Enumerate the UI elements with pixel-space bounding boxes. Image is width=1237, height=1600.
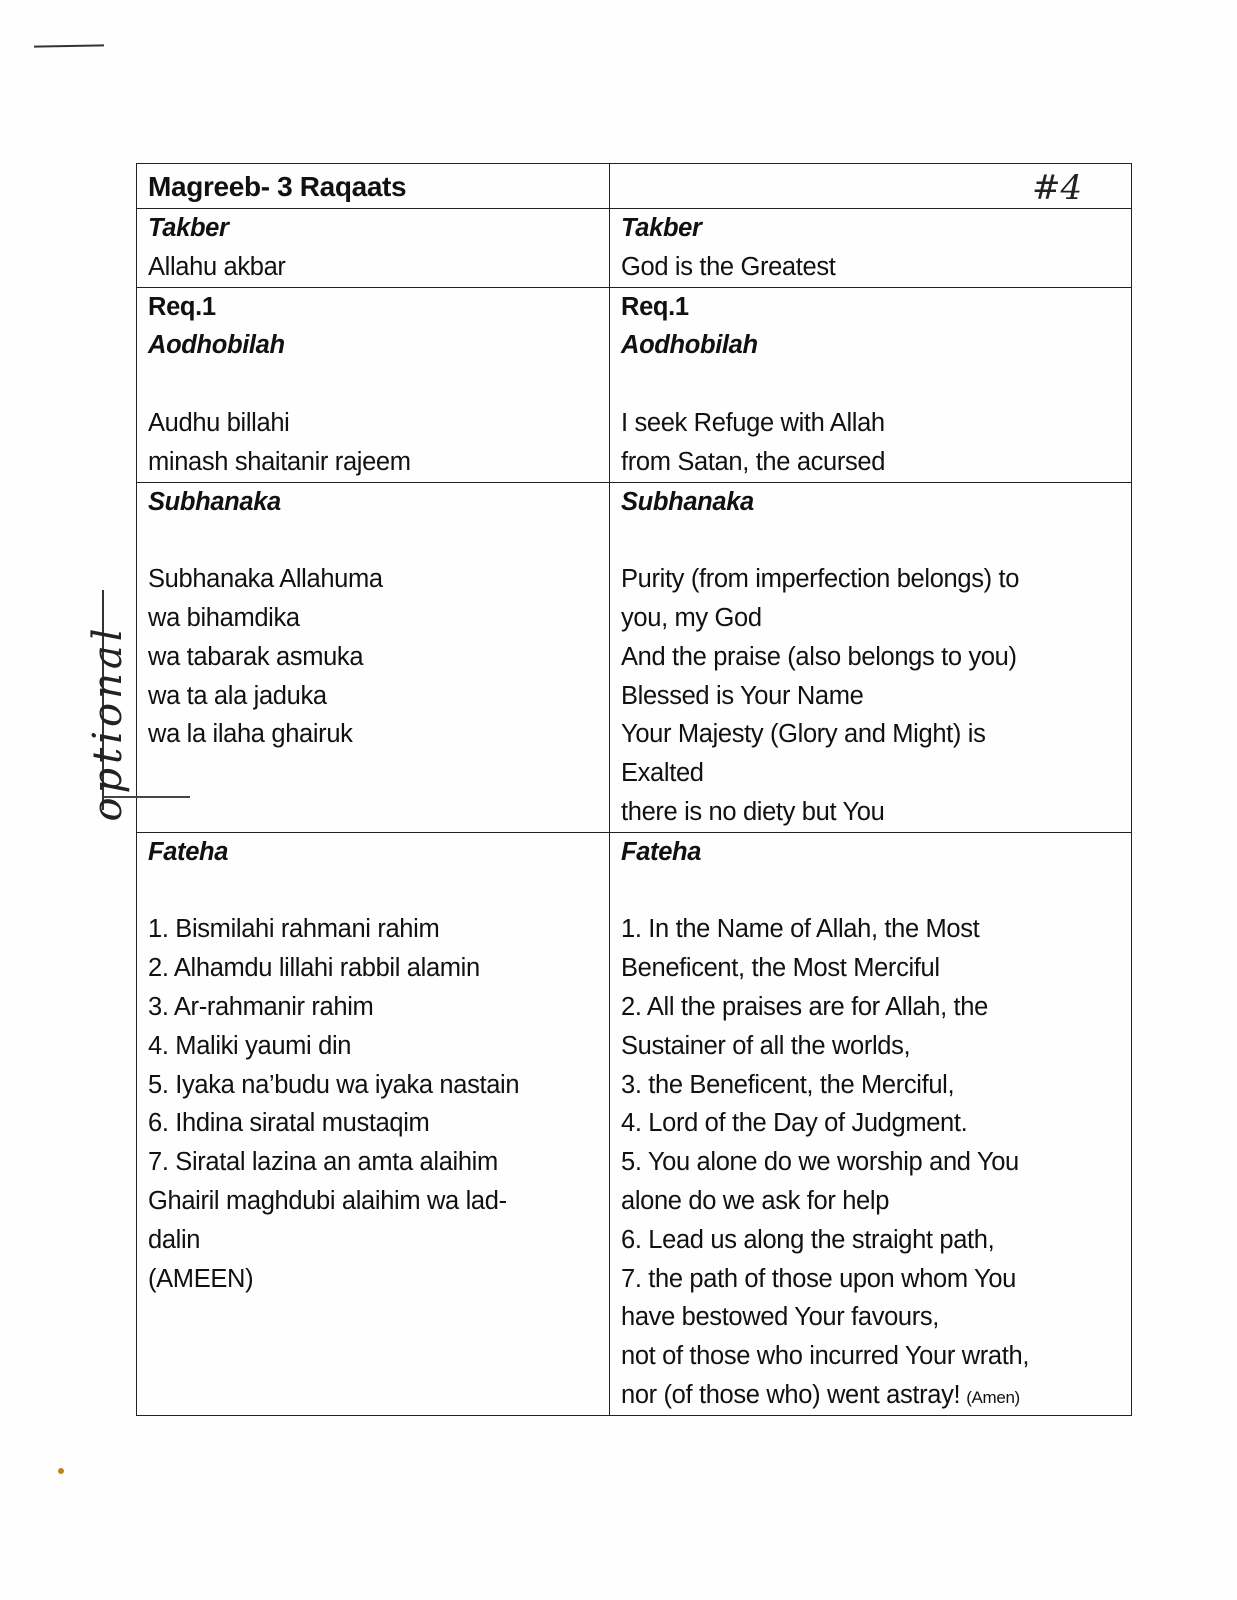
line-text: 7. Siratal lazina an amta alaihim — [148, 1148, 498, 1177]
section-heading — [148, 288, 609, 327]
text-line — [621, 638, 1131, 677]
line-text: Sustainer of all the worlds, — [621, 1031, 911, 1060]
line-text: dalin — [148, 1225, 201, 1254]
table-row — [137, 482, 1131, 832]
line-text: I seek Refuge with Allah — [621, 408, 885, 437]
text-line — [148, 949, 609, 988]
section-heading — [621, 833, 1131, 872]
transliteration-cell — [137, 209, 609, 287]
line-text: Aodhobilah — [621, 331, 758, 360]
line-text: Blessed is Your Name — [621, 681, 864, 710]
text-line — [621, 443, 1131, 482]
line-text: Exalted — [621, 759, 704, 788]
line-text: there is no diety but You — [621, 797, 885, 826]
text-line — [148, 1104, 609, 1143]
text-line — [148, 793, 609, 832]
table-row — [137, 832, 1131, 1415]
translation-cell — [609, 288, 1131, 482]
line-text: wa bihamdika — [148, 603, 300, 632]
text-line — [148, 1182, 609, 1221]
line-text: Subhanaka — [621, 487, 754, 516]
translation-cell — [609, 483, 1131, 832]
text-line — [621, 1066, 1131, 1105]
title-row — [137, 164, 1131, 208]
line-text: wa la ilaha ghairuk — [148, 720, 353, 749]
line-text: Fateha — [621, 837, 702, 866]
line-text: Takber — [621, 214, 702, 242]
line-text: nor (of those who) went astray! — [621, 1380, 961, 1409]
text-line — [148, 599, 609, 638]
text-line — [621, 754, 1131, 793]
line-text: 4. Lord of the Day of Judgment. — [621, 1109, 968, 1138]
text-line — [621, 404, 1131, 443]
text-line — [148, 638, 609, 677]
table-row — [137, 208, 1131, 287]
line-text: Req.1 — [148, 292, 216, 321]
text-line — [148, 1027, 609, 1066]
line-text: 3. the Beneficent, the Merciful, — [621, 1070, 955, 1099]
line-text: wa ta ala jaduka — [148, 681, 327, 710]
line-text: from Satan, the acursed — [621, 447, 886, 476]
text-line — [148, 1337, 609, 1376]
text-line — [148, 1376, 609, 1415]
amen-note: (Amen) — [966, 1387, 1020, 1407]
line-text: wa tabarak asmuka — [148, 642, 364, 671]
line-text: Req.1 — [621, 292, 689, 321]
text-line — [621, 1221, 1131, 1260]
handwritten-page-number: #4 — [1032, 168, 1083, 208]
text-line — [148, 1143, 609, 1182]
section-heading — [621, 326, 1131, 365]
line-text: 3. Ar-rahmanir rahim — [148, 992, 374, 1021]
text-line — [621, 1298, 1131, 1337]
text-line — [621, 248, 1131, 287]
text-line — [148, 677, 609, 716]
line-text: And the praise (also belongs to you) — [621, 642, 1017, 671]
text-line — [621, 793, 1131, 832]
title-cell — [137, 164, 609, 208]
text-line — [148, 1066, 609, 1105]
line-text: Ghairil maghdubi alaihim wa lad- — [148, 1186, 507, 1215]
text-line — [148, 1298, 609, 1337]
text-line — [148, 560, 609, 599]
line-text: Takber — [148, 214, 229, 242]
text-line — [621, 910, 1131, 949]
line-text: Your Majesty (Glory and Might) is — [621, 720, 986, 749]
line-text: 6. Lead us along the straight path, — [621, 1225, 995, 1254]
table-row — [137, 287, 1131, 482]
line-text: Aodhobilah — [148, 331, 285, 360]
text-line — [621, 715, 1131, 754]
transliteration-cell — [137, 833, 609, 1415]
line-text: Purity (from imperfection belongs) to — [621, 565, 1020, 594]
scan-mark — [34, 44, 104, 47]
prayer-table — [136, 163, 1132, 1416]
translation-cell — [609, 209, 1131, 287]
line-text: 6. Ihdina siratal mustaqim — [148, 1109, 430, 1138]
transliteration-cell — [137, 483, 609, 832]
section-heading — [148, 833, 609, 872]
line-text: 4. Maliki yaumi din — [148, 1031, 352, 1060]
line-text: alone do we ask for help — [621, 1186, 890, 1215]
text-line — [148, 988, 609, 1027]
section-heading — [148, 483, 609, 522]
line-text: Beneficent, the Most Merciful — [621, 954, 940, 983]
section-heading — [621, 209, 1131, 248]
line-text: Audhu billahi — [148, 408, 290, 437]
text-line — [621, 560, 1131, 599]
section-heading — [621, 483, 1131, 522]
line-text: 7. the path of those upon whom You — [621, 1264, 1017, 1293]
line-text: you, my God — [621, 603, 762, 632]
text-line — [621, 521, 1131, 560]
text-line — [621, 1182, 1131, 1221]
text-line — [621, 1260, 1131, 1299]
text-line — [148, 872, 609, 911]
line-text: 5. You alone do we worship and You — [621, 1148, 1019, 1177]
line-text: God is the Greatest — [621, 252, 836, 281]
text-line — [621, 599, 1131, 638]
line-text: 2. Alhamdu lillahi rabbil alamin — [148, 954, 480, 983]
line-text: Subhanaka Allahuma — [148, 565, 383, 594]
section-heading — [148, 209, 609, 248]
text-line — [148, 521, 609, 560]
text-line — [148, 404, 609, 443]
text-line — [621, 1376, 1131, 1415]
text-line — [148, 754, 609, 793]
line-text: minash shaitanir rajeem — [148, 447, 411, 476]
scan-speck — [58, 1468, 64, 1474]
text-line — [148, 910, 609, 949]
section-heading — [621, 288, 1131, 327]
text-line — [621, 1027, 1131, 1066]
text-line — [621, 365, 1131, 404]
section-heading — [148, 326, 609, 365]
text-line — [148, 365, 609, 404]
handwritten-margin-note: optional — [85, 624, 131, 822]
text-line — [621, 988, 1131, 1027]
line-text: Subhanaka — [148, 487, 281, 516]
translation-cell — [609, 833, 1131, 1415]
text-line — [621, 1337, 1131, 1376]
text-line — [621, 872, 1131, 911]
text-line — [148, 715, 609, 754]
line-text: 1. In the Name of Allah, the Most — [621, 915, 980, 944]
text-line — [621, 677, 1131, 716]
text-line — [621, 1143, 1131, 1182]
text-line — [148, 1221, 609, 1260]
line-text: not of those who incurred Your wrath, — [621, 1342, 1030, 1371]
text-line — [148, 1260, 609, 1299]
line-text: 1. Bismilahi rahmani rahim — [148, 915, 440, 944]
page-title: Magreeb- 3 Raqaats — [148, 171, 407, 202]
text-line — [148, 443, 609, 482]
line-text: 2. All the praises are for Allah, the — [621, 992, 988, 1021]
transliteration-cell — [137, 288, 609, 482]
line-text: 5. Iyaka na’budu wa iyaka nastain — [148, 1070, 520, 1099]
line-text: (AMEEN) — [148, 1264, 254, 1293]
line-text: Allahu akbar — [148, 252, 286, 281]
line-text: Fateha — [148, 837, 229, 866]
text-line — [148, 248, 609, 287]
text-line — [621, 1104, 1131, 1143]
line-text: have bestowed Your favours, — [621, 1303, 940, 1332]
text-line — [621, 949, 1131, 988]
